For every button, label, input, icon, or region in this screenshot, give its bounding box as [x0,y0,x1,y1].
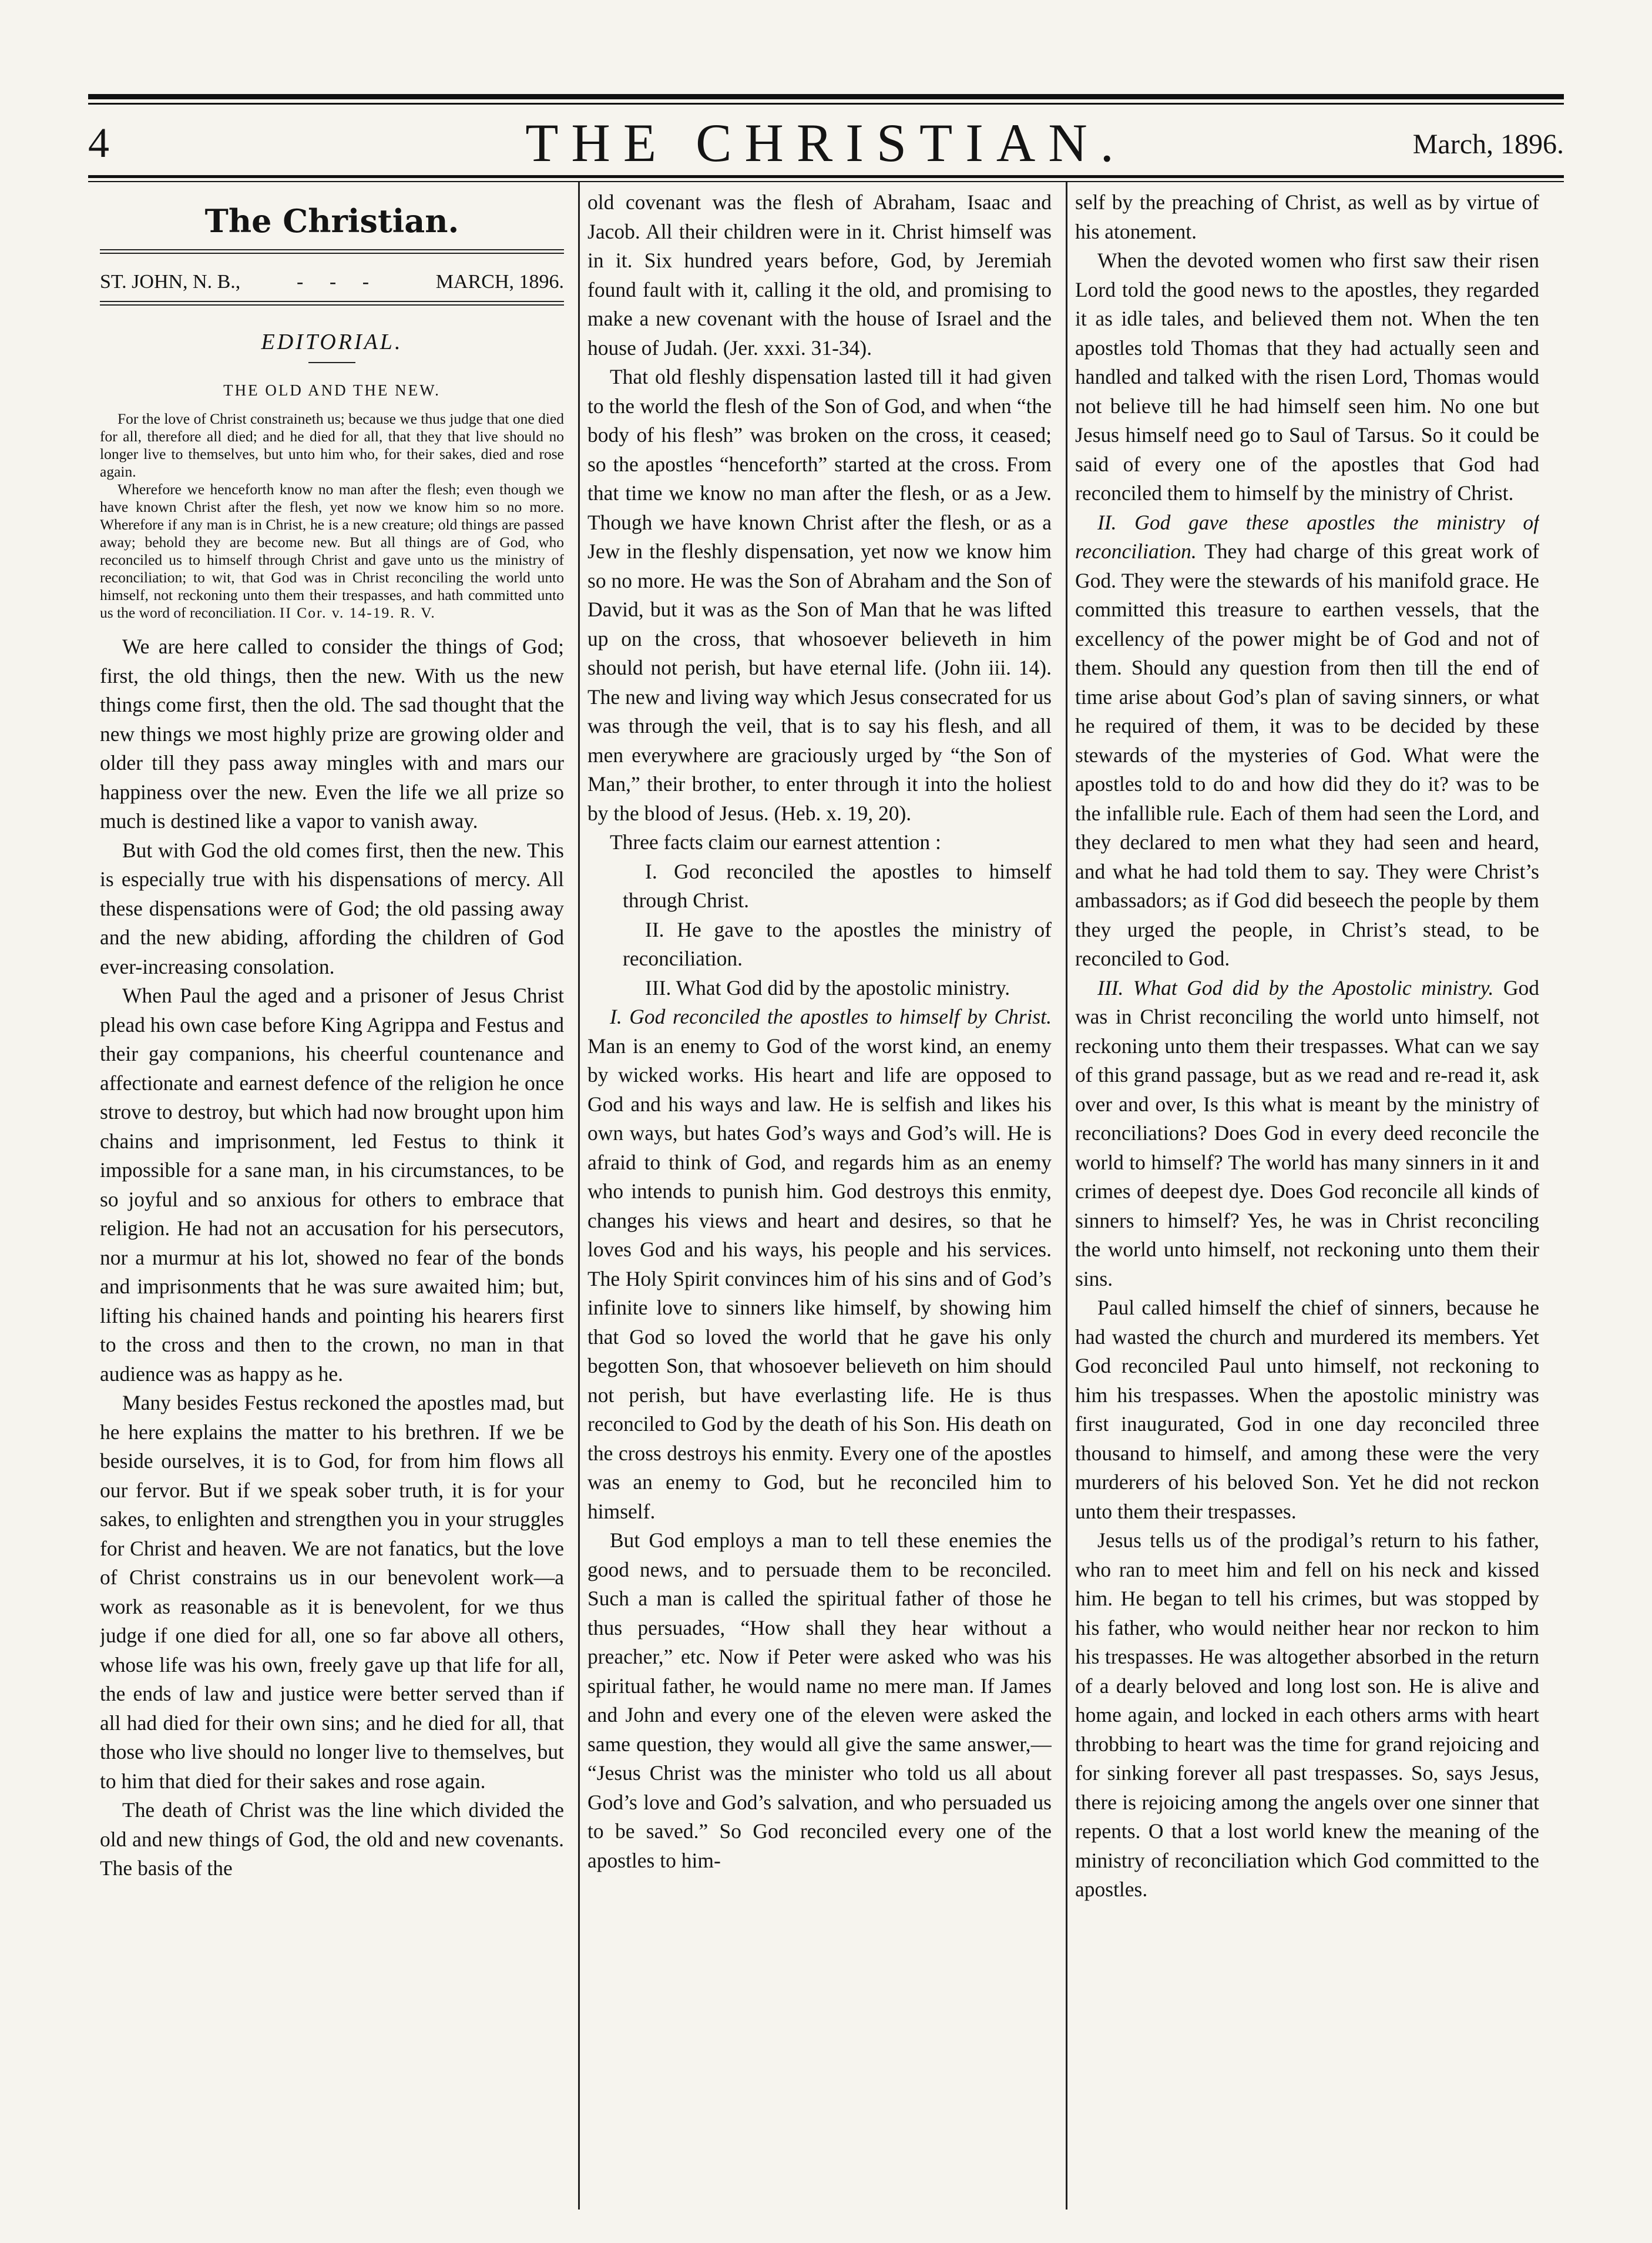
dateline-date: MARCH, 1896. [435,271,564,293]
body-paragraph: old covenant was the flesh of Abraham, Isaac and Jacob. All their children were in it. Christ himself was in it. Six hundred years before, God, by Jeremiah found fault with it, calling it the old, and promising to make a new covenant with the house of Israel and the house of Judah. (Jer. xxxi. 31-34). [587,190,1052,360]
top-rule-thin [88,103,1564,105]
quote-paragraph: Wherefore we henceforth know no man after the flesh; even though we have known Christ after the flesh, yet now we know him so no more. Wherefore if any man is in Christ, he is a new creature; old things are passed away; behold they are become new. But all things are of God, who reconciled us to himself through Christ and gave unto us the ministry of reconciliation; to wit, that God was in Christ reconciling the world unto himself, not reckoning unto them their trespasses, and hath committed unto us the word of reconciliation. II Cor. v. 14-19. R. V. [100,481,564,621]
short-rule [308,362,355,363]
page-number: 4 [88,119,109,166]
dateline-place: ST. JOHN, N. B., [100,271,241,293]
list-item: I. God reconciled the apostles to himself through Christ. [623,859,1052,912]
list-item: III. What God did by the apostolic ministry. [645,975,1010,1000]
body-paragraph: I. God reconciled the apostles to himself by Christ. Man is an enemy to God of the worst kind, an enemy by wicked works. His heart and life are opposed to God and his ways and law. He is selfish and likes his own ways, but hates God’s ways and God’s will. He is afraid to think of God, and regards him as an enemy who intends to punish him. God destroys this enmity, changes his views and heart and desires, so that he loves God and his ways, his people and his services. The Holy Spirit convinces him of his sins and of God’s infinite love to sinners like himself, by showing him that God so loved the world that he gave his only begotten Son, that whosoever believeth on him should not perish, but have everlasting life. He is thus reconciled to God by the death of his Son. His death on the cross destroys his enmity. Every one of the apostles was an enemy to God, but he reconciled him to himself. [587,1005,1052,1523]
section-subhead: I. God reconciled the apostles to himself by Christ. [610,1005,1052,1028]
body-paragraph: II. God gave these apostles the ministry of reconciliation. They had charge of this great work of God. They were the stewards of his manifold grace. He committed this treasure to earthen vessels, that the excellency of the power might be of God and not of them. Should any question from then till the end of time arise about God’s plan of saving sinners, or what he required of them, it was to be decided by these stewards of the mysteries of God. What were the apostles told to do and how did they do it? was to be the infallible rule. Each of them had seen the Lord, and they declared to men what they had seen and heard, and what he had told them to say. They were Christ’s ambassadors; as if God did beseech the people by them they urged the people, in Christ’s stead, to be reconciled to God. [1075,510,1539,970]
section-subhead: II. God gave these apostles the ministry of reconciliation. [1075,510,1539,563]
newspaper-title: THE CHRISTIAN. [525,113,1127,173]
column-3 [1075,188,1539,2210]
masthead [88,112,1564,176]
list-intro: Three facts claim our earnest attention : [610,830,941,854]
section-heading: EDITORIAL. [261,330,403,354]
article-title: THE OLD AND THE NEW. [223,381,441,399]
column-2 [587,188,1052,2210]
body-paragraph: That old fleshly dispensation lasted till it had given to the world the flesh of the Son of God, and when “the body of his flesh” was broken on the cross, it ceased; so the apostles “henceforth” started at the cross. From that time we know no man after the flesh, or as a Jew. Though we have known Christ after the flesh, or as a Jew in the fleshly dispensation, yet now we know him so no more. He was the Son of Abraham and the Son of David, but it was as the Son of Man that he was lifted up on the cross, that whosoever believeth in him should not perish, but have eternal life. (John iii. 14). The new and living way which Jesus consecrated for us was through the veil, that is to say his flesh, and all men everywhere are graciously urged by “the Son of Man,” their brother, to enter through it into the holiest by the blood of Jesus. (Heb. x. 19, 20). [587,365,1052,825]
issue-date: March, 1896. [1412,129,1564,160]
column-divider [1066,182,1067,2210]
section-subhead: III. What God did by the Apostolic ministry. [1097,975,1494,1000]
dateline [100,267,564,297]
body-paragraph: III. What God did by the Apostolic ministry. God was in Christ reconciling the world unto himself, not reckoning unto them their trespasses. What can we say of this grand passage, but as we read and re-read it, ask over and over, Is this what is meant by the ministry of reconciliations? Does God in every deed reconcile the world to himself? The world has many sinners in it and crimes of deepest dye. Does God reconcile all kinds of sinners to himself? Yes, he was in Christ reconciling the world unto himself, not reckoning unto them their sins. [1075,975,1539,1290]
body-paragraph: Paul called himself the chief of sinners, because he had wasted the church and murdered its members. Yet God reconciled Paul unto himself, not reckoning to him his trespasses. When the apostolic ministry was first inaugurated, God in one day reconciled three thousand to himself, and among these were the very murderers of his beloved Son. Yet he did not reckon unto them their trespasses. [1075,1296,1539,1523]
top-rule-thick [88,94,1564,99]
column-divider [578,182,580,2210]
masthead-rule-thick [88,175,1564,178]
body-paragraph: The death of Christ was the line which divided the old and new things of God, the old and new covenants. The basis of the [100,1798,564,1880]
dateline-dots: - - - [297,271,380,293]
paper-nameplate: The Christian. [204,202,459,240]
body-paragraph: When the devoted women who first saw their risen Lord told the good news to the apostles, they regarded it as idle tales, and believed them not. When the ten apostles told Thomas that they had actually seen and handled and talked with the risen Lord, Thomas would not believe till he had himself seen him. No one but Jesus himself need go to Saul of Tarsus. So it could be said of every one of the apostles that God had reconciled them to himself by the ministry of Christ. [1075,249,1539,505]
body-paragraph: We are here called to consider the things of God; first, the old things, then the new. With us the new things come first, then the old. The sad thought that the new things we most highly prize are growing older and older till they pass away mingles with and mars our happiness over the new. Even the life we all prize so much is destined like a vapor to vanish away. [100,635,564,833]
double-rule [100,301,564,306]
column-1 [100,188,564,2210]
body-paragraph: Many besides Festus reckoned the apostles mad, but he here explains the matter to his brethren. If we be beside ourselves, it is to God, for from him flows all our fervor. But if we speak sober truth, it is for your sakes, to enlighten and strengthen you in your struggles for Christ and heaven. We are not fanatics, but the love of Christ constrains us in our benevolent work—a work as reasonable as it is benevolent, for we thus judge if one died for all, one so far above all others, whose life was his own, freely gave up that life for all, the ends of law and justice were better served than if all had died for their own sins; and he died for all, that those who live should no longer live to themselves, but to him that died for their sakes and rose again. [100,1391,564,1793]
body-paragraph: But with God the old comes first, then the new. This is especially true with his dispensations of mercy. All these dispensations were of God; the old passing away and the new abiding, affording the children of God ever-increasing consolation. [100,838,564,978]
quote-reference: II Cor. v. 14-19. R. V. [279,604,436,621]
double-rule [100,249,564,254]
quote-paragraph: For the love of Christ constraineth us; because we thus judge that one died for all, therefore all died; and he died for all, that they that live should no longer live to themselves, but unto him who, for their sakes, died and rose again. [100,410,564,480]
body-paragraph: When Paul the aged and a prisoner of Jesus Christ plead his own case before King Agrippa and Festus and their gay companions, his cheerful countenance and affectionate and earnest defence of the religion he once strove to destroy, but which had now brought upon him chains and imprisonment, led Festus to think it impossible for a sane man, in his circumstances, to be so joyful and so anxious for others to embrace that religion. He had not an accusation for his persecutors, nor a murmur at his lot, showed no fear of the bonds and imprisonments that he was sure awaited him; but, lifting his chained hands and pointing his hearers first to the cross and then to the crown, no man in that audience was as happy as he. [100,984,564,1386]
masthead-rule-thin [88,181,1564,182]
body-paragraph: self by the preaching of Christ, as well as by virtue of his atonement. [1075,190,1539,243]
scripture-quote [100,410,564,622]
body-paragraph: But God employs a man to tell these enemies the good news, and to persuade them to be reconciled. Such a man is called the spiritual father of those he thus persuades, “How shall they hear without a preacher,” etc. Now if Peter were asked who was his spiritual father, he would name no mere man. If James and John and every one of the eleven were asked the same question, they would all give the same answer,— “Jesus Christ was the minister who told us all about God’s love and God’s salvation, and who persuaded us to be saved.” So God reconciled every one of the apostles to him- [587,1528,1052,1872]
list-item: II. He gave to the apostles the ministry of reconciliation. [623,917,1052,970]
body-paragraph: Jesus tells us of the prodigal’s return to his father, who ran to meet him and fell on his neck and kissed him. He began to tell his crimes, but was stopped by his father, who would neither hear nor reckon to him his trespasses. He was altogether absorbed in the return of a dearly beloved and long lost son. He is alive and home again, and locked in each others arms with heart throbbing to heart was the time for grand rejoicing and for sinking forever all past trespasses. So, says Jesus, there is rejoicing among the angels over one sinner that repents. O that a lost world knew the meaning of the ministry of reconciliation which God committed to the apostles. [1075,1528,1539,1901]
